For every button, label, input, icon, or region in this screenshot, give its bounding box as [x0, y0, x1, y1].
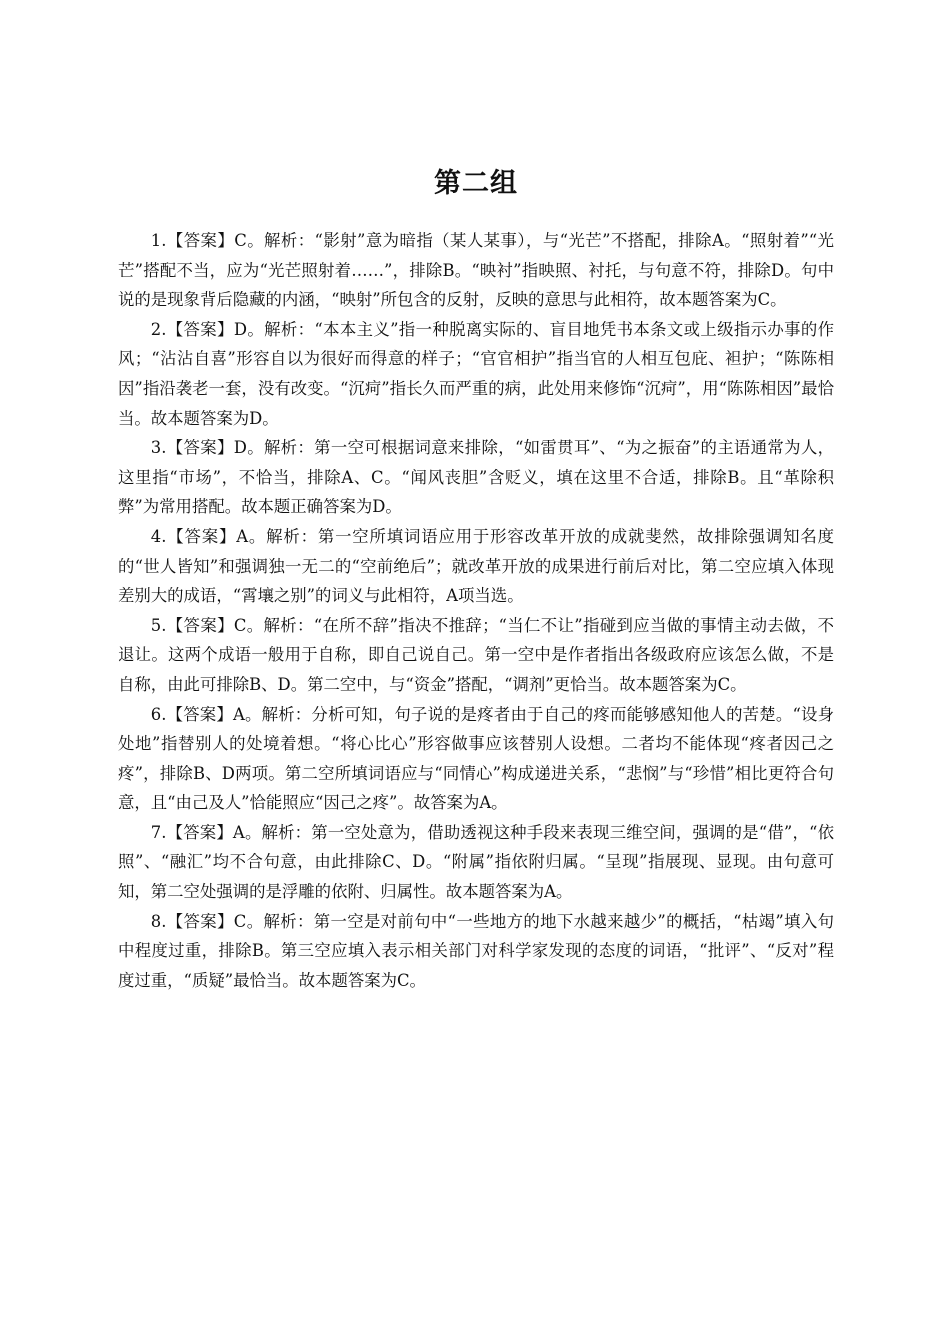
answer-tag: 【答案】 [166, 438, 234, 458]
answer-text: C。解析：“影射”意为暗指（某人某事），与“光芒”不搭配，排除A。“照射着”“光芒”搭配不当，应为“光芒照射着……”，排除B。“映衬”指映照、衬托，与句意不符，排除D。句中说的是现象背后隐藏的内涵，“映射”所包含的反射，反映的意思与此相符，故本题答案为C。 [118, 231, 834, 310]
answer-item-3 [118, 433, 834, 522]
answer-number: 1. [150, 231, 167, 250]
answer-tag: 【答案】 [166, 615, 234, 635]
answer-tag: 【答案】 [166, 231, 235, 250]
answer-item-1 [118, 226, 834, 315]
answer-item-7 [118, 818, 834, 907]
answer-tag: 【答案】 [166, 911, 234, 931]
answer-item-6 [118, 700, 834, 818]
answer-text: D。解析：“本本主义”指一种脱离实际的、盲目地凭书本条文或上级指示办事的作风；“沾沾自喜”形容自以为很好而得意的样子；“官官相护”指当官的人相互包庇、袒护；“陈陈相因”指沿袭老一套，没有改变。“沉疴”指长久而严重的病，此处用来修饰“沉疴”，用“陈陈相因”最恰当。故本题答案为D。 [118, 319, 834, 428]
answer-text: D。解析：第一空可根据词意来排除，“如雷贯耳”、“为之振奋”的主语通常为人，这里指“市场”，不恰当，排除A、C。“闻风丧胆”含贬义，填在这里不合适，排除B。且“革除积弊”为常用搭配。故本题正确答案为D。 [118, 438, 834, 517]
answer-text: C。解析：“在所不辞”指决不推辞；“当仁不让”指碰到应当做的事情主动去做，不退让。这两个成语一般用于自称，即自己说自己。第一空中是作者指出各级政府应该怎么做，不是自称，由此可排除B、D。第二空中，与“资金”搭配，“调剂”更恰当。故本题答案为C。 [118, 615, 835, 694]
page-title: 第二组 [434, 168, 518, 199]
answer-text: A。解析：第一空处意为，借助透视这种手段来表现三维空间，强调的是“借”，“依照”、“融汇”均不合句意，由此排除C、D。“附属”指依附归属。“呈现”指展现、显现。由句意可知，第二空处强调的是浮雕的依附、归属性。故本题答案为A。 [118, 822, 834, 902]
answer-item-5 [118, 611, 834, 700]
answer-tag: 【答案】 [166, 319, 234, 339]
answer-item-8 [118, 907, 834, 996]
answer-item-4 [118, 522, 834, 611]
answer-number: 4. [150, 526, 167, 546]
answer-text: A。解析：第一空所填词语应用于形容改革开放的成就斐然，故排除强调知名度的“世人皆知”和强调独一无二的“空前绝后”；就改革开放的成果进行前后对比，第二空应填入体现差别大的成语，“霄壤之别”的词义与此相符，A项当选。 [118, 526, 834, 606]
answer-item-2 [118, 315, 834, 433]
answer-number: 6. [150, 704, 167, 724]
answer-number: 7. [150, 822, 167, 842]
answer-tag: 【答案】 [166, 704, 233, 724]
answer-number: 8. [150, 911, 167, 931]
answer-number: 2. [150, 319, 167, 339]
answer-number: 5. [150, 615, 167, 635]
answer-tag: 【答案】 [166, 526, 237, 546]
answer-number: 3. [150, 438, 167, 458]
answer-list [118, 226, 834, 995]
answer-text: C。解析：第一空是对前句中“一些地方的地下水越来越少”的概括，“枯竭”填入句中程度过重，排除B。第三空应填入表示相关部门对科学家发现的态度的词语，“批评”、“反对”程度过重，“质疑”最恰当。故本题答案为C。 [118, 911, 834, 990]
answer-tag: 【答案】 [166, 822, 233, 842]
answer-text: A。解析：分析可知，句子说的是疼者由于自己的疼而能够感知他人的苦楚。“设身处地”指替别人的处境着想。“将心比心”形容做事应该替别人设想。二者均不能体现“疼者因己之疼”，排除B、D两项。第二空所填词语应与“同情心”构成递进关系，“悲悯”与“珍惜”相比更符合句意，且“由己及人”恰能照应“因己之疼”。故答案为A。 [118, 704, 835, 813]
document-page [118, 0, 834, 1336]
